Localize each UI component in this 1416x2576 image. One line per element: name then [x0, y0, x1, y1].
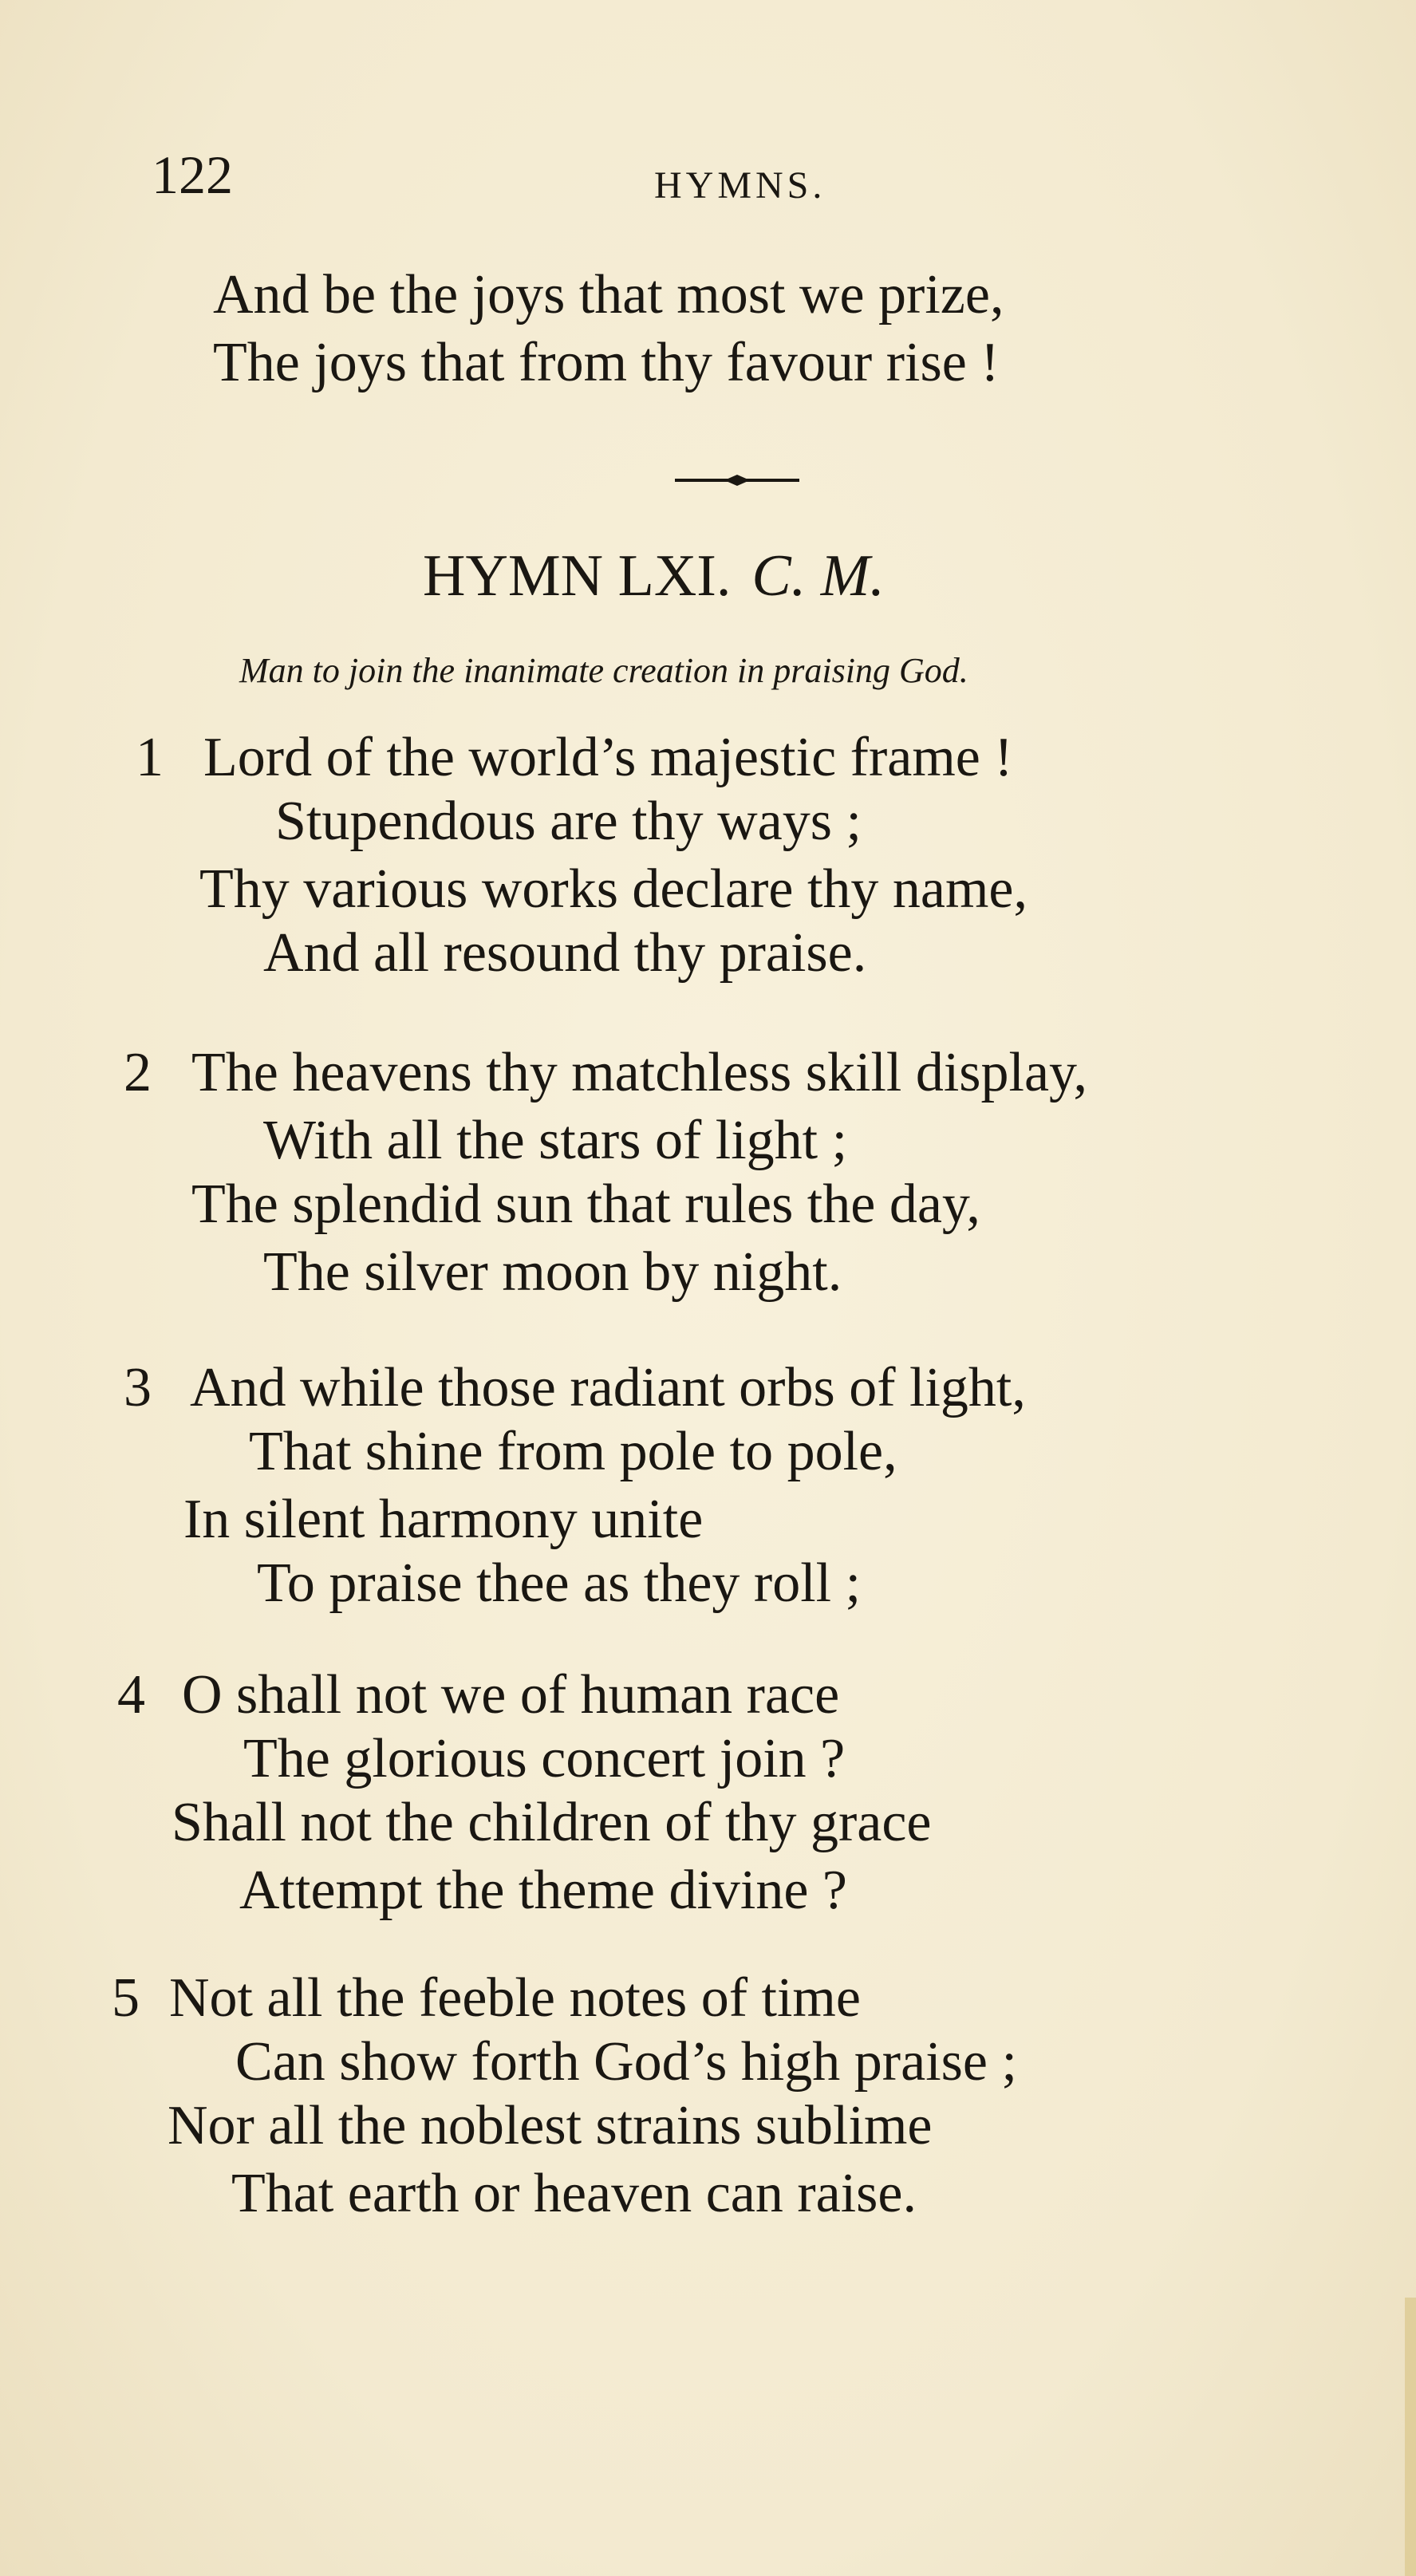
- hymn-meter: C. M.: [751, 543, 885, 609]
- verse-number: 3: [124, 1357, 152, 1418]
- hymn-title: [423, 542, 885, 610]
- verse-number: 5: [112, 1967, 140, 2029]
- verse-line: The heavens thy matchless skill display,: [191, 1042, 1088, 1103]
- verse-line: Thy various works declare thy name,: [199, 858, 1028, 920]
- verse-line: That shine from pole to pole,: [249, 1421, 897, 1482]
- verse-line: Shall not the children of thy grace: [172, 1792, 932, 1853]
- verse-line: And while those radiant orbs of light,: [190, 1357, 1026, 1418]
- running-head: HYMNS.: [654, 164, 826, 207]
- verse-line: O shall not we of human race: [182, 1664, 840, 1726]
- verse-line: The splendid sun that rules the day,: [191, 1174, 980, 1235]
- verse-line: And all resound thy praise.: [263, 922, 867, 984]
- ornamental-divider: [675, 472, 799, 488]
- verse-line: In silent harmony unite: [183, 1489, 704, 1550]
- verse-line: The silver moon by night.: [263, 1241, 842, 1303]
- verse-line: The glorious concert join ?: [243, 1728, 846, 1789]
- verse-number: 4: [117, 1664, 145, 1726]
- verse-number: 2: [124, 1042, 152, 1103]
- verse-line: Can show forth God’s high praise ;: [235, 2031, 1017, 2093]
- previous-hymn-line: And be the joys that most we prize,: [213, 264, 1004, 325]
- page-number: 122: [152, 144, 233, 205]
- verse-line: That earth or heaven can raise.: [231, 2163, 917, 2224]
- verse-line: With all the stars of light ;: [263, 1110, 848, 1171]
- verse-number: 1: [136, 727, 164, 788]
- verse-line: Not all the feeble notes of time: [169, 1967, 861, 2029]
- previous-hymn-line: The joys that from thy favour rise !: [213, 332, 1000, 393]
- page-edge: [1405, 2298, 1416, 2576]
- verse-line: Lord of the world’s majestic frame !: [203, 727, 1013, 788]
- verse-line: Stupendous are thy ways ;: [275, 791, 862, 852]
- hymn-subtitle: Man to join the inanimate creation in praising God.: [239, 651, 968, 690]
- verse-line: Attempt the theme divine ?: [239, 1860, 848, 1921]
- hymn-number: HYMN LXI.: [423, 543, 732, 609]
- verse-line: To praise thee as they roll ;: [257, 1552, 862, 1614]
- verse-line: Nor all the noblest strains sublime: [168, 2095, 933, 2156]
